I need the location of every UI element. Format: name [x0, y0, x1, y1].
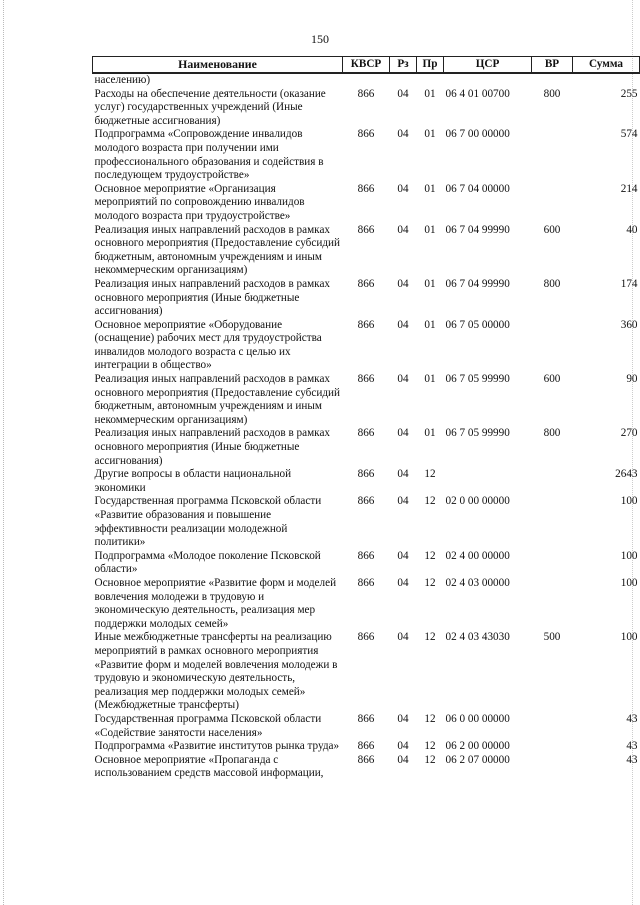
- cell-rz: 04: [397, 576, 409, 589]
- cell-vr: [532, 713, 573, 740]
- cell-csr: 02 4 00 00000: [445, 549, 510, 562]
- cell-csr: 06 7 04 99990: [445, 277, 510, 290]
- cell-vr: [532, 550, 573, 577]
- table-row: [93, 550, 640, 577]
- table-row: [93, 754, 640, 781]
- cell-vr: [532, 468, 573, 495]
- cell-name: Основное мероприятие «Организация мероприятий по сопровождению инвалидов молодого возраста при трудоустройстве»: [94, 182, 305, 222]
- cell-rz: 04: [397, 549, 409, 562]
- cell-pr: 01: [424, 182, 436, 195]
- cell-pr: 12: [424, 631, 436, 644]
- cell-name: Реализация иных направлений расходов в рамках основного мероприятия (Иные бюджетные ассигнования): [94, 427, 331, 467]
- cell-pr: 12: [424, 576, 436, 589]
- cell-name: Иные межбюджетные трансферты на реализацию мероприятий в рамках основного мероприятия «Развитие форм и моделей вовлечения молодежи в трудовую и экономическую деятельность, реализация мер поддержки молодых семей» (Межбюджетные трансферты): [94, 631, 338, 712]
- cell-vr: 600: [543, 373, 561, 386]
- table-row: [93, 577, 640, 631]
- cell-pr: 01: [424, 87, 436, 100]
- cell-csr: 06 0 00 00000: [445, 712, 510, 725]
- cell-kvsr: [343, 73, 390, 88]
- cell-sum: 43: [626, 740, 638, 753]
- cell-pr: 12: [424, 495, 436, 508]
- cell-sum: 100: [620, 576, 638, 589]
- cell-pr: [417, 73, 444, 88]
- budget-table: [92, 56, 640, 781]
- cell-sum: 40: [626, 223, 638, 236]
- table-row: [93, 73, 640, 88]
- cell-csr: 06 4 01 00700: [445, 87, 510, 100]
- table-row: [93, 183, 640, 224]
- cell-kvsr: 866: [357, 87, 375, 100]
- cell-rz: 04: [397, 318, 409, 331]
- cell-rz: 04: [397, 468, 409, 481]
- cell-csr: 02 4 03 00000: [445, 576, 510, 589]
- table-row: [93, 278, 640, 319]
- cell-vr: 800: [543, 427, 561, 440]
- cell-kvsr: 866: [357, 549, 375, 562]
- cell-name: Реализация иных направлений расходов в рамках основного мероприятия (Предоставление субсидий бюджетным, автономным учреждениям и иным некоммерческим организациям): [94, 223, 340, 277]
- table-row: [93, 373, 640, 427]
- cell-kvsr: 866: [357, 318, 375, 331]
- cell-vr: [532, 754, 573, 781]
- cell-rz: 04: [397, 495, 409, 508]
- cell-name: Основное мероприятие «Развитие форм и моделей вовлечения молодежи в трудовую и экономическую деятельность, реализация мер поддержки молодых семей»: [94, 576, 337, 630]
- cell-vr: 800: [543, 277, 561, 290]
- cell-sum: 214: [620, 182, 638, 195]
- table-row: [93, 713, 640, 740]
- table-row: [93, 319, 640, 373]
- header-pr: Пр: [417, 57, 444, 74]
- cell-kvsr: 866: [357, 182, 375, 195]
- table-row: [93, 128, 640, 182]
- cell-pr: 12: [424, 753, 436, 766]
- cell-kvsr: 866: [357, 753, 375, 766]
- cell-kvsr: 866: [357, 128, 375, 141]
- cell-vr: [532, 73, 573, 88]
- cell-rz: 04: [397, 712, 409, 725]
- cell-name: Государственная программа Псковской области «Содействие занятости населения»: [94, 712, 322, 739]
- cell-vr: 500: [543, 631, 561, 644]
- header-kvsr: КВСР: [343, 57, 390, 74]
- page-number: 150: [311, 32, 329, 46]
- cell-name: Подпрограмма «Молодое поколение Псковской области»: [94, 549, 321, 576]
- cell-sum: [573, 73, 640, 88]
- table-row: [93, 740, 640, 754]
- table-row: [93, 88, 640, 129]
- cell-vr: 800: [543, 87, 561, 100]
- table-header-row: [93, 57, 640, 74]
- cell-sum: 270: [620, 427, 638, 440]
- cell-kvsr: 866: [357, 712, 375, 725]
- cell-csr: 06 7 04 99990: [445, 223, 510, 236]
- cell-rz: 04: [397, 128, 409, 141]
- cell-csr: [444, 468, 532, 495]
- cell-kvsr: 866: [357, 495, 375, 508]
- cell-kvsr: 866: [357, 427, 375, 440]
- cell-sum: 43: [626, 712, 638, 725]
- cell-sum: 174: [620, 277, 638, 290]
- cell-sum: 255: [620, 87, 638, 100]
- cell-sum: 100: [620, 495, 638, 508]
- cell-pr: 12: [424, 740, 436, 753]
- cell-csr: 06 2 07 00000: [445, 753, 510, 766]
- cell-vr: [532, 740, 573, 754]
- cell-pr: 12: [424, 468, 436, 481]
- cell-pr: 12: [424, 549, 436, 562]
- cell-sum: 43: [626, 753, 638, 766]
- cell-pr: 01: [424, 277, 436, 290]
- cell-name: Основное мероприятие «Оборудование (оснащение) рабочих мест для трудоустройства инвалидов молодого возраста с целью их интеграции в общество»: [94, 318, 322, 372]
- cell-kvsr: 866: [357, 576, 375, 589]
- cell-rz: 04: [397, 427, 409, 440]
- cell-kvsr: 866: [357, 740, 375, 753]
- cell-csr: 06 7 05 99990: [445, 373, 510, 386]
- cell-name: Подпрограмма «Сопровождение инвалидов молодого возраста при получении ими профессионального образования и содействия в последующем трудоустройстве»: [94, 128, 324, 182]
- cell-csr: 06 7 04 00000: [445, 182, 510, 195]
- cell-rz: 04: [397, 182, 409, 195]
- cell-sum: 574: [620, 128, 638, 141]
- table-row: [93, 427, 640, 468]
- cell-vr: [532, 128, 573, 182]
- table-row: [93, 495, 640, 549]
- cell-rz: 04: [397, 631, 409, 644]
- cell-rz: 04: [397, 373, 409, 386]
- cell-vr: 600: [543, 223, 561, 236]
- cell-rz: 04: [397, 223, 409, 236]
- cell-csr: 06 7 05 99990: [445, 427, 510, 440]
- cell-name: Другие вопросы в области национальной экономики: [94, 468, 292, 494]
- cell-pr: 01: [424, 373, 436, 386]
- cell-csr: 06 2 00 00000: [445, 740, 510, 753]
- table-body: [93, 73, 640, 781]
- cell-csr: 02 4 03 43030: [445, 631, 510, 644]
- cell-vr: [532, 495, 573, 549]
- cell-name: Реализация иных направлений расходов в рамках основного мероприятия (Иные бюджетные ассигнования): [94, 277, 331, 318]
- cell-csr: 06 7 05 00000: [445, 318, 510, 331]
- cell-name: населению): [94, 74, 151, 86]
- cell-sum: 90: [626, 373, 638, 386]
- cell-name: Подпрограмма «Развитие институтов рынка труда»: [94, 740, 340, 753]
- header-vr: ВР: [532, 57, 573, 74]
- cell-rz: 04: [397, 740, 409, 753]
- cell-rz: 04: [397, 87, 409, 100]
- cell-name: Основное мероприятие «Пропаганда с использованием средств массовой информации,: [94, 753, 324, 780]
- cell-vr: [532, 319, 573, 373]
- cell-pr: 01: [424, 223, 436, 236]
- cell-kvsr: 866: [357, 373, 375, 386]
- cell-pr: 01: [424, 318, 436, 331]
- header-csr: ЦСР: [444, 57, 532, 74]
- cell-vr: [532, 183, 573, 224]
- header-name: Наименование: [93, 57, 343, 74]
- cell-rz: 04: [397, 753, 409, 766]
- cell-rz: [390, 73, 417, 88]
- table-row: [93, 468, 640, 495]
- cell-name: Расходы на обеспечение деятельности (оказание услуг) государственных учреждений (Иные бюджетные ассигнования): [94, 87, 326, 127]
- cell-sum: 360: [620, 318, 638, 331]
- cell-kvsr: 866: [357, 631, 375, 644]
- cell-pr: 12: [424, 712, 436, 725]
- cell-vr: [532, 577, 573, 631]
- cell-kvsr: 866: [357, 468, 375, 481]
- cell-sum: 2643: [615, 468, 638, 481]
- cell-pr: 01: [424, 427, 436, 440]
- header-rz: Рз: [390, 57, 417, 74]
- cell-name: Государственная программа Псковской области «Развитие образования и повышение эффективности реализации молодежной политики»: [94, 495, 322, 549]
- scan-edge-left: [3, 0, 5, 905]
- cell-sum: 100: [620, 549, 638, 562]
- cell-sum: 100: [620, 631, 638, 644]
- cell-rz: 04: [397, 277, 409, 290]
- cell-pr: 01: [424, 128, 436, 141]
- cell-csr: 06 7 00 00000: [445, 128, 510, 141]
- cell-kvsr: 866: [357, 277, 375, 290]
- cell-csr: 02 0 00 00000: [445, 495, 510, 508]
- cell-kvsr: 866: [357, 223, 375, 236]
- cell-name: Реализация иных направлений расходов в рамках основного мероприятия (Предоставление субсидий бюджетным, автономным учреждениям и иным некоммерческим организациям): [94, 373, 340, 426]
- table-row: [93, 631, 640, 713]
- cell-csr: [444, 73, 532, 88]
- table-row: [93, 224, 640, 278]
- header-sum: Сумма: [573, 57, 640, 74]
